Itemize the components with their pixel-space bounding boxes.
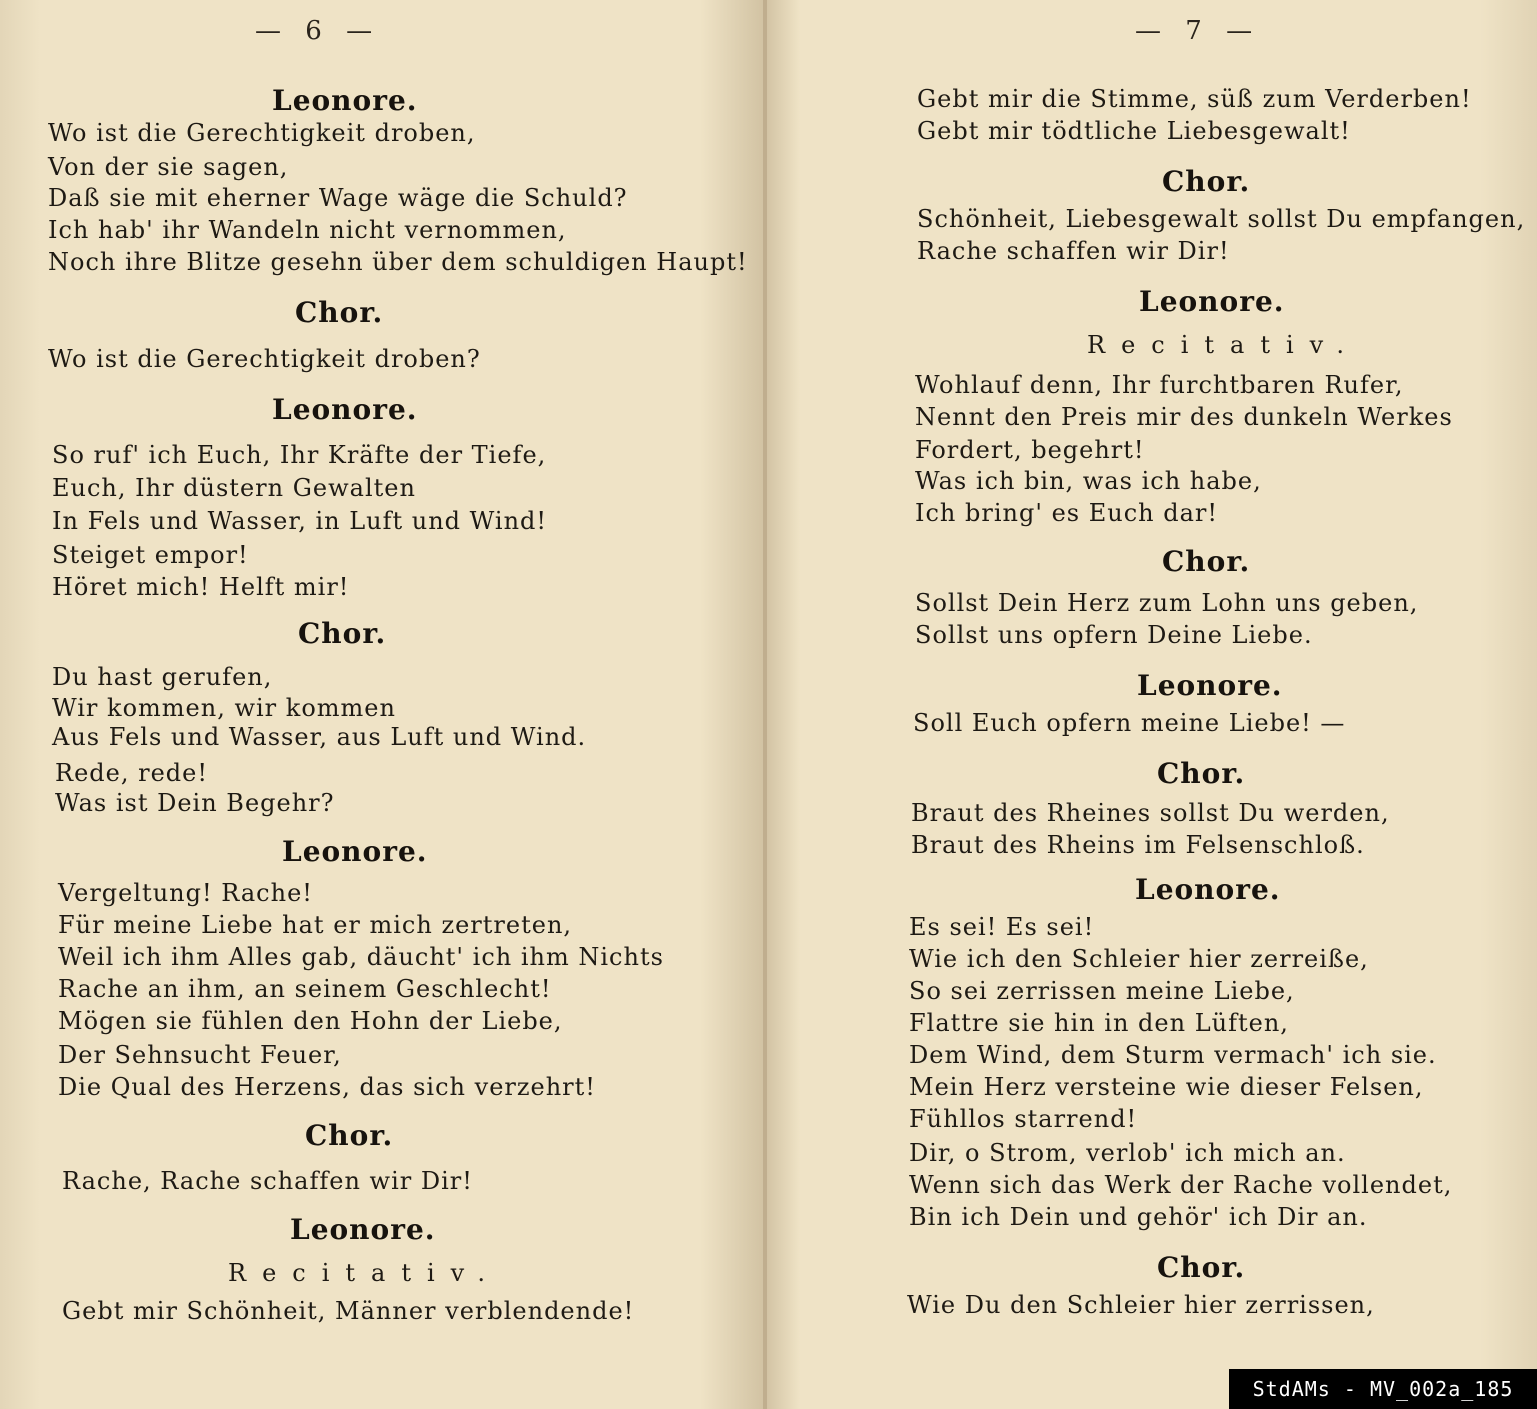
- verse-line: Sollst Dein Herz zum Lohn uns geben,: [915, 589, 1419, 617]
- verse-line: Schönheit, Liebesgewalt sollst Du empfangen,: [917, 205, 1526, 233]
- verse-line: Gebt mir tödtliche Liebesgewalt!: [917, 117, 1351, 145]
- verse-line: Flattre sie hin in den Lüften,: [909, 1009, 1289, 1037]
- verse-line: Die Qual des Herzens, das sich verzehrt!: [58, 1073, 596, 1101]
- verse-line: Noch ihre Blitze gesehn über dem schuldigen Haupt!: [48, 248, 748, 276]
- verse-line: Braut des Rheines sollst Du werden,: [911, 799, 1390, 827]
- verse-line: Du hast gerufen,: [52, 663, 273, 691]
- speaker-heading-leonore: Leonore.: [1137, 669, 1283, 702]
- verse-line: So sei zerrissen meine Liebe,: [909, 977, 1295, 1005]
- verse-line: Bin ich Dein und gehör' ich Dir an.: [909, 1203, 1368, 1231]
- verse-line: In Fels und Wasser, in Luft und Wind!: [52, 507, 548, 535]
- verse-line: Rache, Rache schaffen wir Dir!: [62, 1167, 473, 1195]
- verse-line: Mögen sie fühlen den Hohn der Liebe,: [58, 1007, 563, 1035]
- verse-line: Euch, Ihr düstern Gewalten: [52, 474, 416, 502]
- verse-line: Wohlauf denn, Ihr furchtbaren Rufer,: [915, 371, 1404, 399]
- speaker-heading-chor: Chor.: [1157, 1251, 1246, 1284]
- verse-line: Wo ist die Gerechtigkeit droben?: [48, 345, 481, 373]
- verse-line: Wenn sich das Werk der Rache vollendet,: [909, 1171, 1453, 1199]
- page-number: — 6 —: [255, 16, 381, 46]
- speaker-heading-chor: Chor.: [1162, 545, 1251, 578]
- verse-line: Höret mich! Helft mir!: [52, 573, 350, 601]
- speaker-heading-chor: Chor.: [298, 617, 387, 650]
- verse-line: Dir, o Strom, verlob' ich mich an.: [909, 1139, 1346, 1167]
- recitativ-marking: Recitativ.: [228, 1259, 502, 1287]
- right-page: [767, 0, 1537, 1409]
- verse-line: Dem Wind, dem Sturm vermach' ich sie.: [909, 1041, 1437, 1069]
- verse-line: Von der sie sagen,: [48, 153, 289, 181]
- verse-line: Rede, rede!: [55, 759, 208, 787]
- speaker-heading-leonore: Leonore.: [290, 1213, 436, 1246]
- verse-line: Wie Du den Schleier hier zerrissen,: [907, 1291, 1375, 1319]
- speaker-heading-leonore: Leonore.: [272, 393, 418, 426]
- verse-line: Weil ich ihm Alles gab, däucht' ich ihm Nichts: [58, 943, 664, 971]
- speaker-heading-chor: Chor.: [295, 296, 384, 329]
- verse-line: Fordert, begehrt!: [915, 436, 1145, 464]
- verse-line: Wir kommen, wir kommen: [52, 694, 396, 722]
- verse-line: Ich bring' es Euch dar!: [915, 499, 1219, 527]
- verse-line: Es sei! Es sei!: [909, 913, 1095, 941]
- left-page: [0, 0, 763, 1409]
- speaker-heading-leonore: Leonore.: [272, 84, 418, 117]
- verse-line: Aus Fels und Wasser, aus Luft und Wind.: [52, 723, 587, 751]
- verse-line: Wo ist die Gerechtigkeit droben,: [48, 119, 476, 147]
- verse-line: Ich hab' ihr Wandeln nicht vernommen,: [48, 216, 567, 244]
- verse-line: Für meine Liebe hat er mich zertreten,: [58, 911, 573, 939]
- verse-line: So ruf' ich Euch, Ihr Kräfte der Tiefe,: [52, 441, 547, 469]
- verse-line: Nennt den Preis mir des dunkeln Werkes: [915, 403, 1453, 431]
- archive-signature-label: StdAMs - MV_002a_185: [1229, 1369, 1537, 1409]
- verse-line: Mein Herz versteine wie dieser Felsen,: [909, 1073, 1424, 1101]
- page-number: — 7 —: [1135, 16, 1261, 46]
- verse-line: Was ist Dein Begehr?: [55, 789, 335, 817]
- verse-line: Daß sie mit eherner Wage wäge die Schuld?: [48, 184, 628, 212]
- verse-line: Wie ich den Schleier hier zerreiße,: [909, 945, 1369, 973]
- verse-line: Vergeltung! Rache!: [58, 879, 313, 907]
- verse-line: Braut des Rheins im Felsenschloß.: [911, 831, 1365, 859]
- verse-line: Soll Euch opfern meine Liebe! —: [913, 709, 1346, 737]
- recitativ-marking: Recitativ.: [1087, 331, 1361, 359]
- verse-line: Gebt mir die Stimme, süß zum Verderben!: [917, 85, 1472, 113]
- verse-line: Sollst uns opfern Deine Liebe.: [915, 621, 1313, 649]
- verse-line: Was ich bin, was ich habe,: [915, 467, 1262, 495]
- verse-line: Der Sehnsucht Feuer,: [58, 1041, 342, 1069]
- verse-line: Rache an ihm, an seinem Geschlecht!: [58, 975, 552, 1003]
- speaker-heading-leonore: Leonore.: [282, 835, 428, 868]
- speaker-heading-chor: Chor.: [1157, 757, 1246, 790]
- verse-line: Rache schaffen wir Dir!: [917, 237, 1230, 265]
- speaker-heading-leonore: Leonore.: [1135, 873, 1281, 906]
- speaker-heading-chor: Chor.: [1162, 165, 1251, 198]
- speaker-heading-leonore: Leonore.: [1139, 285, 1285, 318]
- verse-line: Steiget empor!: [52, 541, 249, 569]
- verse-line: Fühllos starrend!: [909, 1105, 1138, 1133]
- verse-line: Gebt mir Schönheit, Männer verblendende!: [62, 1297, 635, 1325]
- speaker-heading-chor: Chor.: [305, 1119, 394, 1152]
